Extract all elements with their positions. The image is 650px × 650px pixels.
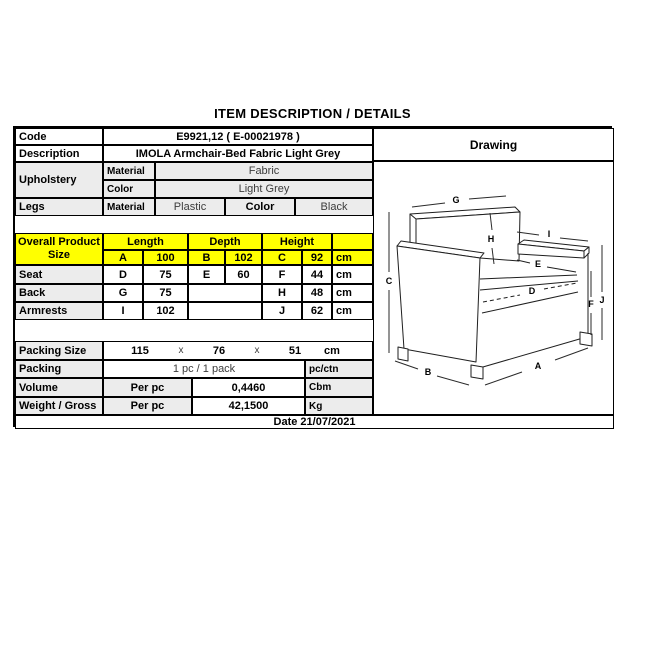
description-label: Description <box>15 145 103 162</box>
dim-label-g: G <box>452 195 460 205</box>
column-height: Height <box>262 233 332 250</box>
dim-label-h: H <box>487 234 495 244</box>
packing-size-label: Packing Size <box>15 341 103 360</box>
dim-label-j: J <box>599 295 605 305</box>
packing-size-unit: cm <box>324 344 340 357</box>
packing-size-value <box>103 341 373 360</box>
seat-val-1: 75 <box>143 265 188 284</box>
legs-label: Legs <box>15 198 103 216</box>
packing-label: Packing <box>15 360 103 378</box>
legs-material-label: Material <box>103 198 155 216</box>
weight-value: 42,1500 <box>192 397 305 415</box>
code-label: Code <box>15 128 103 145</box>
packing-size-sep1: x <box>178 345 184 356</box>
upholstery-material-value: Fabric <box>155 162 373 180</box>
overall-val-c: 92 <box>302 250 332 265</box>
armrests-val-1: 102 <box>143 302 188 320</box>
dim-label-d: D <box>528 286 536 296</box>
volume-value: 0,4460 <box>192 378 305 397</box>
packing-size-dim1: 115 <box>131 344 149 357</box>
back-val-1: 75 <box>143 284 188 302</box>
seat-key-2: E <box>188 265 225 284</box>
upholstery-material-label: Material <box>103 162 155 180</box>
seat-val-3: 44 <box>302 265 332 284</box>
item-details-table <box>13 126 612 427</box>
upholstery-color-value: Light Grey <box>155 180 373 198</box>
dim-label-b: B <box>424 367 432 377</box>
column-depth: Depth <box>188 233 262 250</box>
packing-size-sep2: x <box>254 345 260 356</box>
drawing-header: Drawing <box>373 128 614 161</box>
armrests-key-3: J <box>262 302 302 320</box>
dim-label-c: C <box>385 276 393 286</box>
back-key-3: H <box>262 284 302 302</box>
upholstery-label: Upholstery <box>15 162 103 198</box>
back-unit: cm <box>332 284 373 302</box>
armrests-label: Armrests <box>15 302 103 320</box>
drawing-panel <box>373 161 614 415</box>
overall-key-b: B <box>188 250 225 265</box>
back-val-3: 48 <box>302 284 332 302</box>
seat-key-3: F <box>262 265 302 284</box>
armrests-key-1: I <box>103 302 143 320</box>
packing-value: 1 pc / 1 pack <box>103 360 305 378</box>
packing-size-dim2: 76 <box>212 344 226 357</box>
back-key-1: G <box>103 284 143 302</box>
empty-cell <box>332 233 373 250</box>
code-value: E9921,12 ( E-00021978 ) <box>103 128 373 145</box>
upholstery-color-label: Color <box>103 180 155 198</box>
dim-label-f: F <box>588 299 594 309</box>
seat-label: Seat <box>15 265 103 284</box>
date-row: Date 21/07/2021 <box>15 415 614 429</box>
weight-unit: Kg <box>305 397 373 415</box>
armrests-val-3: 62 <box>302 302 332 320</box>
armchair-drawing <box>376 166 613 415</box>
column-length: Length <box>103 233 188 250</box>
seat-val-2: 60 <box>225 265 262 284</box>
overall-unit: cm <box>332 250 373 265</box>
packing-unit: pc/ctn <box>305 360 373 378</box>
volume-label: Volume <box>15 378 103 397</box>
volume-unit: Cbm <box>305 378 373 397</box>
overall-key-c: C <box>262 250 302 265</box>
legs-color-label: Color <box>225 198 295 216</box>
back-label: Back <box>15 284 103 302</box>
dim-label-i: I <box>547 229 551 239</box>
page-title: ITEM DESCRIPTION / DETAILS <box>214 106 411 121</box>
overall-val-b: 102 <box>225 250 262 265</box>
empty-cell <box>188 284 262 302</box>
dim-label-e: E <box>534 259 542 269</box>
seat-unit: cm <box>332 265 373 284</box>
armrests-unit: cm <box>332 302 373 320</box>
seat-key-1: D <box>103 265 143 284</box>
empty-cell <box>188 302 262 320</box>
description-value: IMOLA Armchair-Bed Fabric Light Grey <box>103 145 373 162</box>
volume-per: Per pc <box>103 378 192 397</box>
legs-color-value: Black <box>295 198 373 216</box>
legs-material-value: Plastic <box>155 198 225 216</box>
weight-per: Per pc <box>103 397 192 415</box>
weight-label: Weight / Gross <box>15 397 103 415</box>
size-section-header: Overall Product Size <box>15 233 103 265</box>
overall-key-a: A <box>103 250 143 265</box>
dim-label-a: A <box>534 361 542 371</box>
packing-size-dim3: 51 <box>288 344 302 357</box>
overall-val-a: 100 <box>143 250 188 265</box>
